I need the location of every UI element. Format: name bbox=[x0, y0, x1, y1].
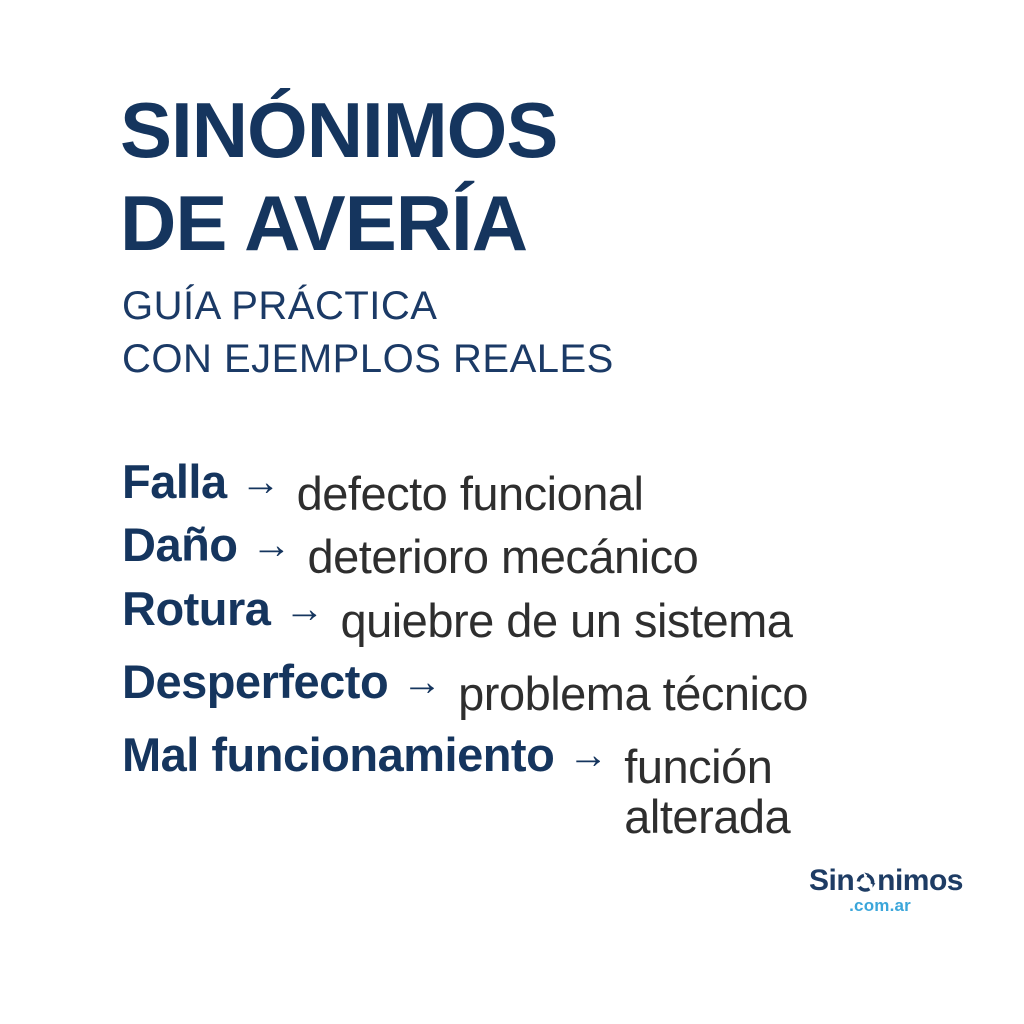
synonym-definition: quiebre de un sistema bbox=[340, 594, 793, 647]
synonym-definition: problema técnico bbox=[458, 667, 809, 720]
arrow-right-icon: → bbox=[251, 523, 292, 567]
synonym-term: Daño bbox=[122, 518, 238, 571]
sinonimos-logo-wordmark bbox=[809, 866, 963, 896]
arrow-right-icon: → bbox=[240, 460, 281, 504]
synonym-definition: defecto funcional bbox=[296, 467, 644, 520]
synonym-term: Desperfecto bbox=[122, 655, 389, 708]
synonym-term: Falla bbox=[122, 455, 227, 508]
synonym-term: Mal funcionamiento bbox=[122, 728, 555, 781]
logo-text-before: Sin bbox=[808, 864, 855, 897]
title-line-2: DE AVERÍA bbox=[120, 179, 528, 267]
page-title bbox=[120, 84, 557, 270]
sinonimos-logo bbox=[809, 866, 963, 914]
synonym-definition: deterioro mecánico bbox=[307, 530, 699, 583]
page-subtitle bbox=[122, 280, 614, 386]
synonym-term: Rotura bbox=[122, 582, 271, 635]
title-line-1: SINÓNIMOS bbox=[120, 86, 558, 174]
arrow-right-icon: → bbox=[568, 733, 609, 777]
arrow-right-icon: → bbox=[284, 587, 325, 631]
synonym-row-dano bbox=[122, 518, 699, 583]
circular-arrows-icon bbox=[855, 872, 876, 893]
synonym-definition: función alterada bbox=[624, 740, 791, 844]
synonym-row-mal-funcionamiento bbox=[122, 728, 829, 844]
arrow-right-icon: → bbox=[402, 660, 443, 704]
synonym-row-desperfecto bbox=[122, 655, 809, 720]
synonym-row-falla bbox=[122, 455, 644, 520]
logo-domain: .com.ar bbox=[849, 896, 911, 915]
logo-text-after: nimos bbox=[877, 864, 963, 897]
synonym-row-rotura bbox=[122, 582, 793, 647]
subtitle-line-1: GUÍA PRÁCTICA bbox=[122, 284, 438, 328]
subtitle-line-2: CON EJEMPLOS REALES bbox=[122, 337, 614, 381]
